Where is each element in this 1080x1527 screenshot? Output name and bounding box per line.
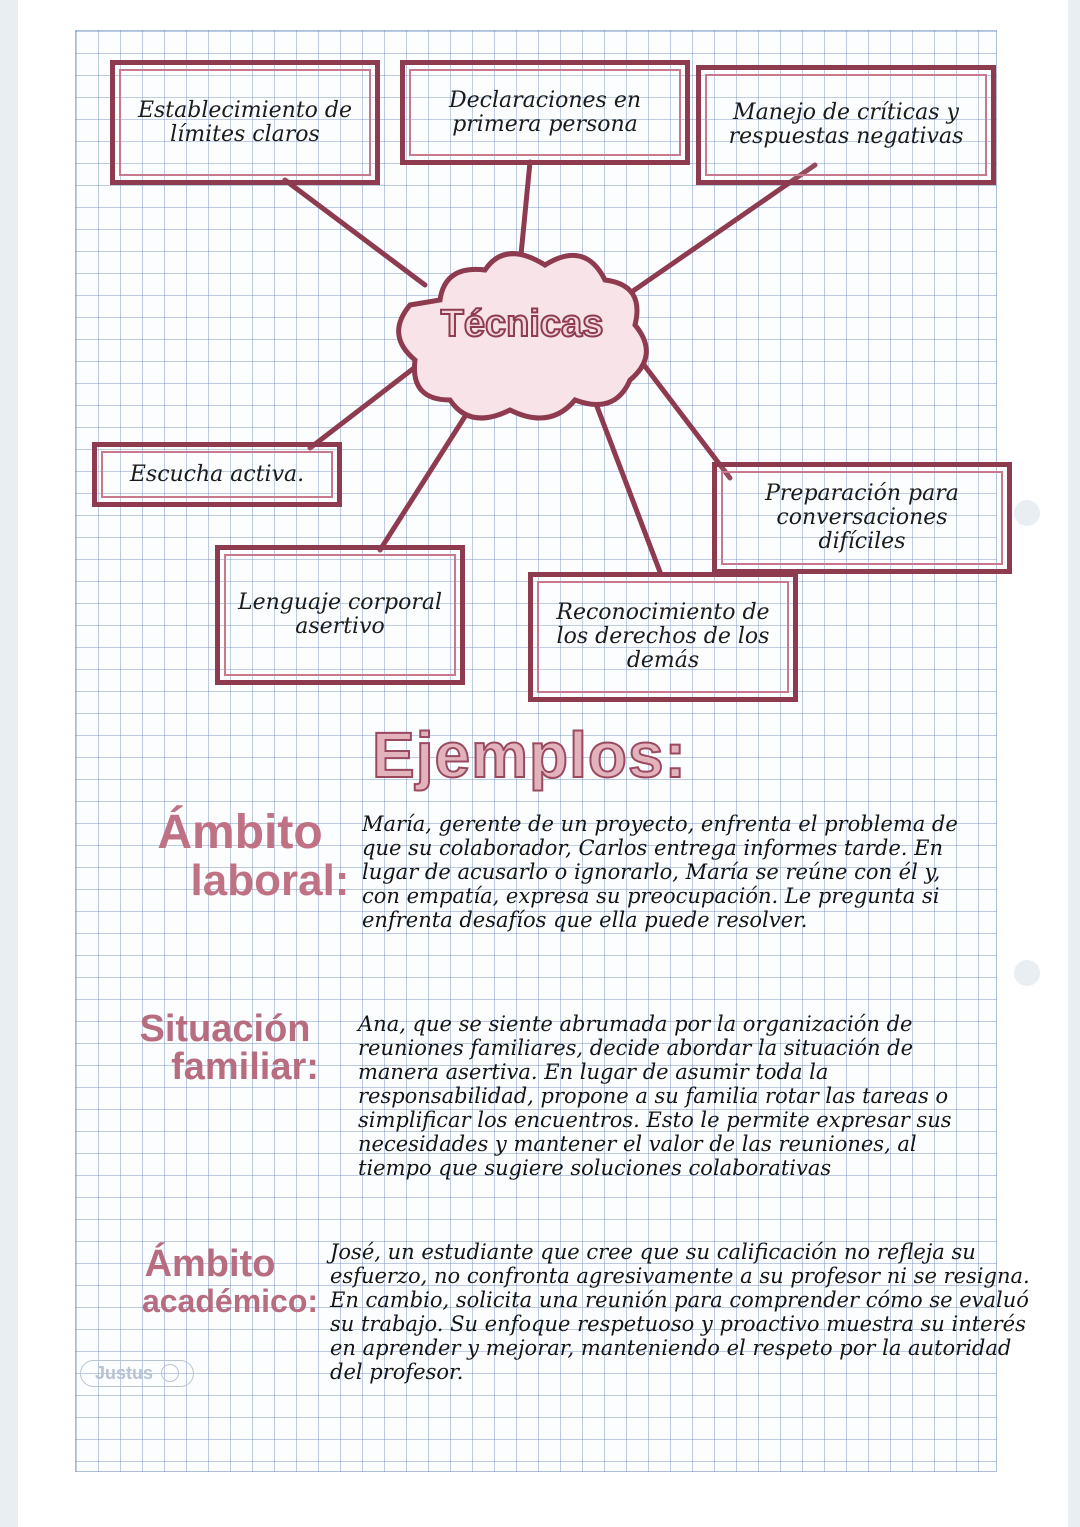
notebook-brand-logo: Justus xyxy=(80,1360,194,1387)
label-situacion-familiar: Situación familiar: xyxy=(139,1008,319,1088)
center-cloud xyxy=(402,262,642,386)
node-lenguaje-corporal: Lenguaje corporal asertivo xyxy=(215,545,465,685)
examples-heading: Ejemplos: xyxy=(372,719,687,791)
example-laboral-text: María, gerente de un proyecto, enfrenta el problema de que su colaborador, Carlos entrega informes tarde. En lugar de acusarlo o ignorarlo, María se reúne con él y, con empatía, expresa su preocupación. Le pregunta si enfrenta desafíos que ella puede resolver. xyxy=(362,812,958,932)
label-ambito-laboral: Ámbito laboral: xyxy=(157,806,350,905)
node-declaraciones-primera-persona: Declaraciones en primera persona xyxy=(400,60,690,165)
example-academico-text: José, un estudiante que cree que su calificación no refleja su esfuerzo, no confronta agresivamente a su profesor ni se resigna. En cambio, solicita una reunión para comprender cómo se evaluó su trabajo. Su enfoque respetuoso y proactivo muestra su interés en aprender y mejorar, manteniendo el respeto por la autoridad del profesor. xyxy=(330,1240,1030,1384)
connector-line xyxy=(620,165,815,300)
center-title: Técnicas xyxy=(440,302,604,345)
node-escucha-activa: Escucha activa. xyxy=(92,442,342,507)
node-establecimiento-limites: Establecimiento de límites claros xyxy=(110,60,380,185)
node-manejo-criticas: Manejo de críticas y respuestas negativas xyxy=(696,65,996,185)
node-reconocimiento-derechos: Reconocimiento de los derechos de los demás xyxy=(528,572,798,702)
example-familiar-text: Ana, que se siente abrumada por la organización de reuniones familiares, decide abordar la situación de manera asertiva. En lugar de asumir toda la responsabilidad, propone a su familia rotar las tareas o simplificar los encuentros. Esto le permite expresar sus necesidades y mantener el valor de las reuniones, al tiempo que sugiere soluciones colaborativas xyxy=(358,1012,952,1180)
label-ambito-academico: Ámbito académico: xyxy=(141,1243,319,1319)
node-preparacion-conversaciones: Preparación para conversaciones difíciles xyxy=(712,462,1012,574)
connector-line xyxy=(520,162,530,265)
